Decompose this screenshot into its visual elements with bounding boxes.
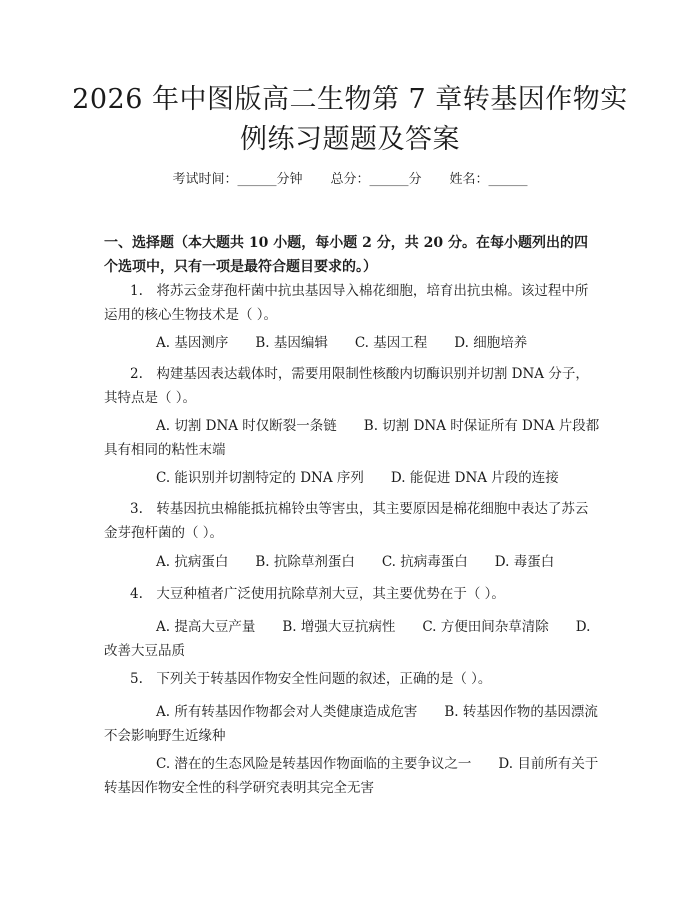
student-name-field: 姓名：______ bbox=[449, 172, 528, 187]
question-5-options-ab: A. 所有转基因作物都会对人类健康造成危害 B. 转基因作物的基因漂流不会影响野生近缘种 bbox=[104, 704, 598, 744]
question-2-options-ab: A. 切割 DNA 时仅断裂一条链 B. 切割 DNA 时保证所有 DNA 片段都具有相同的粘性末端 bbox=[104, 418, 600, 458]
document-title: 2026 年中图版高二生物第 7 章转基因作物实例练习题题及答案 bbox=[72, 84, 628, 155]
question-5-options-cd: C. 潜在的生态风险是转基因作物面临的主要争议之一 D. 目前所有关于转基因作物安全性的科学研究表明其完全无害 bbox=[104, 756, 599, 796]
question-1-stem: 1. 将苏云金芽孢杆菌中抗虫基因导入棉花细胞，培育出抗虫棉。该过程中所运用的核心生物技术是（ ）。 bbox=[104, 283, 589, 323]
question-4-stem: 4. 大豆种植者广泛使用抗除草剂大豆，其主要优势在于（ ）。 bbox=[130, 586, 505, 602]
exam-time-field: 考试时间：______分钟 bbox=[172, 172, 303, 187]
question-4-options: A. 提高大豆产量 B. 增强大豆抗病性 C. 方便田间杂草清除 D. 改善大豆品质 bbox=[104, 619, 591, 659]
question-3-options: A. 抗病蛋白 B. 抗除草剂蛋白 C. 抗病毒蛋白 D. 毒蛋白 bbox=[156, 554, 555, 570]
question-2-options-cd: C. 能识别并切割特定的 DNA 序列 D. 能促进 DNA 片段的连接 bbox=[156, 470, 559, 486]
section-heading: 一、选择题（本大题共 10 小题，每小题 2 分，共 20 分。在每小题列出的四个选项中，只有一项是最符合题目要求的。） bbox=[104, 235, 588, 275]
total-score-field: 总分：______分 bbox=[330, 172, 422, 187]
question-1-options: A. 基因测序 B. 基因编辑 C. 基因工程 D. 细胞培养 bbox=[156, 335, 528, 351]
exam-meta-line bbox=[0, 168, 700, 187]
question-3-stem: 3. 转基因抗虫棉能抵抗棉铃虫等害虫，其主要原因是棉花细胞中表达了苏云金芽孢杆菌的（ ）。 bbox=[104, 501, 589, 541]
question-5-stem: 5. 下列关于转基因作物安全性问题的叙述，正确的是（ ）。 bbox=[130, 671, 492, 687]
question-2-stem: 2. 构建基因表达载体时，需要用限制性核酸内切酶识别并切割 DNA 分子，其特点是（ ）。 bbox=[104, 366, 589, 406]
